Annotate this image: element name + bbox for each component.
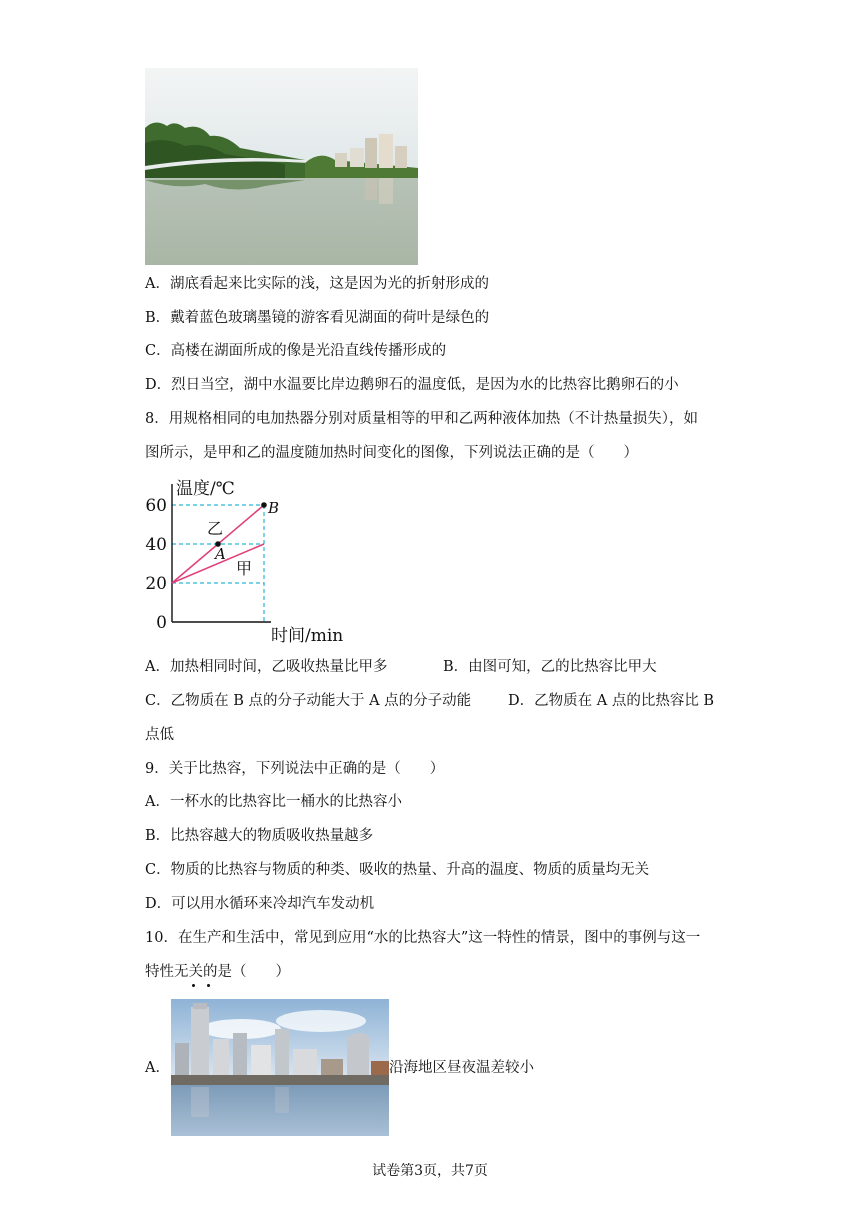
q7-option-d: D．烈日当空，湖中水温要比岸边鹅卵石的温度低，是因为水的比热容比鹅卵石的小 <box>145 377 679 393</box>
q8-option-d-continued: 点低 <box>145 727 174 743</box>
series-label-jia: 甲 <box>236 559 253 578</box>
emphasis-dot <box>207 984 210 987</box>
y-tick-label: 0 <box>156 613 167 633</box>
q9-option-b: B．比热容越大的物质吸收热量越多 <box>145 828 374 844</box>
q7-option-a: A．湖底看起来比实际的浅，这是因为光的折射形成的 <box>145 276 489 292</box>
y-tick-label: 20 <box>145 574 167 594</box>
y-tick-label: 60 <box>145 496 167 516</box>
temperature-time-chart <box>145 472 365 648</box>
lake-photo <box>145 68 418 265</box>
point-label-b: B <box>268 499 280 517</box>
q8-option-c: C．乙物质在 B 点的分子动能大于 A 点的分子动能 <box>145 693 472 709</box>
chart-labels <box>207 499 279 578</box>
q9-option-a: A．一杯水的比热容比一桶水的比热容小 <box>145 794 402 810</box>
q9-option-c: C．物质的比热容与物质的种类、吸收的热量、升高的温度、物质的质量均无关 <box>145 862 650 878</box>
emphasis-dot <box>192 984 195 987</box>
coastal-city-photo <box>171 999 389 1136</box>
q9-option-d: D．可以用水循环来冷却汽车发动机 <box>145 896 375 912</box>
q7-option-c: C．高楼在湖面所成的像是光沿直线传播形成的 <box>145 343 447 359</box>
q10-option-a-caption: 沿海地区昼夜温差较小 <box>389 1060 534 1076</box>
q10-option-a-letter: A． <box>145 1060 170 1076</box>
q8-option-a: A．加热相同时间，乙吸收热量比甲多 <box>145 659 388 675</box>
q8-stem-line2: 图所示，是甲和乙的温度随加热时间变化的图像，下列说法正确的是（ ） <box>145 445 638 461</box>
page-footer: 试卷第3页，共7页 <box>372 1163 488 1179</box>
point-label-a: A <box>215 545 226 563</box>
q8-option-d: D．乙物质在 A 点的比热容比 B <box>508 693 715 709</box>
y-tick-label: 40 <box>145 535 167 555</box>
q10-stem-line1: 10．在生产和生活中，常见到应用“水的比热容大”这一特性的情景，图中的事例与这一 <box>145 930 701 946</box>
point-b <box>261 502 267 508</box>
q8-stem-line1: 8．用规格相同的电加热器分别对质量相等的甲和乙两种液体加热（不计热量损失），如 <box>145 411 698 427</box>
x-axis-label: 时间/min <box>271 626 344 646</box>
series-label-yi: 乙 <box>207 519 224 538</box>
q7-option-b: B．戴着蓝色玻璃墨镜的游客看见湖面的荷叶是绿色的 <box>145 310 490 326</box>
q8-option-b: B．由图可知，乙的比热容比甲大 <box>443 659 657 675</box>
q9-stem: 9．关于比热容，下列说法中正确的是（ ） <box>145 761 445 777</box>
q10-stem-line2: 特性无关的是（ ） <box>145 964 290 980</box>
y-axis-label: 温度/℃ <box>176 479 235 499</box>
